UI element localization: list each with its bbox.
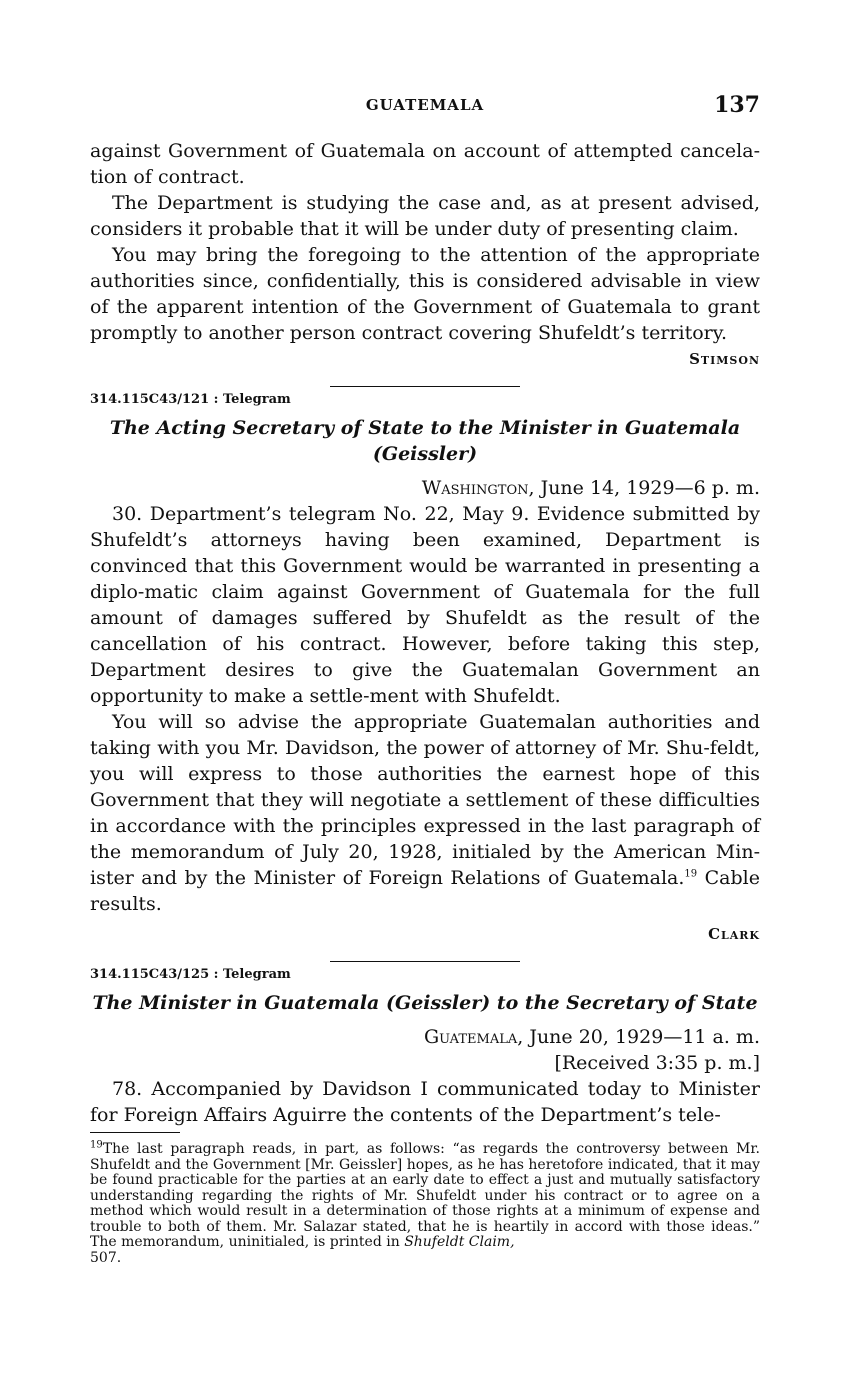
paragraph: You may bring the foregoing to the attention of the appropriate authorities since, confidentially, this is considered advisable in view of the apparent intention of the Government of Guatemala to grant promptly to another person contract covering Shufeldt’s territory.: [90, 244, 760, 344]
footnote-reference: 19: [684, 868, 698, 880]
dateline-place: Washington: [421, 477, 529, 499]
footnote-title: Shufeldt Claim,: [404, 1234, 515, 1250]
dateline-date: , June 14, 1929—6 p. m.: [528, 477, 760, 499]
document-heading: The Minister in Guatemala (Geissler) to the Secretary of State: [92, 992, 758, 1014]
footnote-page: 507.: [90, 1249, 122, 1266]
document-heading: The Acting Secretary of State to the Minister in Guatemala (Geissler): [109, 417, 741, 465]
paragraph: 78. Accompanied by Davidson I communicated today to Minister for Foreign Affairs Aguirre the contents of the Department’s tele-: [90, 1078, 760, 1126]
paragraph: [90, 709, 760, 917]
file-reference: 314.115C43/125 : Telegram: [90, 967, 291, 982]
paragraph: against Government of Guatemala on account of attempted cancela-tion of contract.: [90, 140, 760, 188]
dateline: [90, 1024, 760, 1050]
paragraph: The Department is studying the case and, as at present advised, considers it probable that it will be under duty of presenting claim.: [90, 192, 760, 240]
footnote-rule: [90, 1132, 180, 1133]
received-time: [Received 3:35 p. m.]: [554, 1052, 760, 1074]
section-divider: [330, 961, 520, 962]
footnote: [90, 1139, 760, 1266]
dateline-date: , June 20, 1929—11 a. m.: [517, 1026, 760, 1048]
file-reference: 314.115C43/121 : Telegram: [90, 392, 291, 407]
page-number: 137: [714, 92, 760, 118]
paragraph: 30. Department’s telegram No. 22, May 9. Evidence submitted by Shufeldt’s attorneys having been examined, Department is convinced that this Government would be warranted in presenting a diplo-matic claim against Government of Guatemala for the full amount of damages suffered by Shufeldt as the result of the cancellation of his contract. However, before taking this step, Department desires to give the Guatemalan Government an opportunity to make a settle-ment with Shufeldt.: [90, 503, 760, 707]
running-head: [90, 92, 760, 122]
paragraph-text: Cable results.: [90, 867, 760, 915]
footnote-marker: 19: [90, 1139, 103, 1151]
dateline-place: Guatemala: [423, 1026, 518, 1048]
footnote-text: The last paragraph reads, in part, as follows: “as regards the controversy between Mr. Shufeldt and the Government [Mr. Geissler] hopes, as he has heretofore indicated, that it may be found practicable for the parties at an early date to effect a just and mutually satisfactory understanding regarding the rights of Mr. Shufeldt under his contract or to agree on a method which would result in a determination of those rights at a minimum of expense and trouble to both of them. Mr. Salazar stated, that he is heartily in accord with those ideas.” The memorandum, uninitialed, is printed in: [90, 1141, 760, 1250]
section-stimson-telegram: [90, 138, 760, 1128]
signature-stimson: Stimson: [689, 350, 760, 368]
section-divider: [330, 386, 520, 387]
running-head-title: GUATEMALA: [365, 96, 485, 114]
signature-clark: Clark: [708, 925, 760, 943]
dateline: [90, 475, 760, 501]
paragraph-text: You will so advise the appropriate Guatemalan authorities and taking with you Mr. Davidson, the power of attorney of Mr. Shu-feldt, you will express to those authorities the earnest hope of this Government that they will negotiate a settlement of these difficulties in accordance with the principles expressed in the last paragraph of the memorandum of July 20, 1928, initialed by the American Min-ister and by the Minister of Foreign Relations of Guatemala.: [90, 711, 760, 889]
